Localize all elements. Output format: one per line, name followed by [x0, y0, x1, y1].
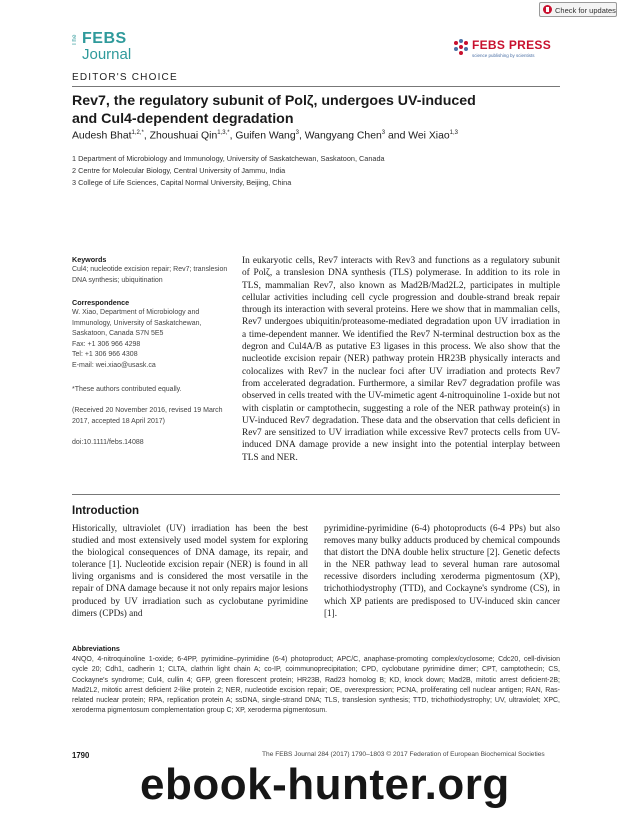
author-name: Wangyang Chen: [304, 130, 382, 142]
footer-citation: The FEBS Journal 284 (2017) 1790–1803 © 2017 Federation of European Biochemical Societies: [262, 751, 545, 758]
press-name: FEBS PRESS: [472, 38, 552, 52]
author-name: Zhoushuai Qin: [149, 130, 218, 142]
doi-link[interactable]: doi:10.1111/febs.14088: [72, 439, 144, 446]
abstract: In eukaryotic cells, Rev7 interacts with Rev3 and functions as a regulatory subunit of Polζ, a translesion DNA synthesis (TLS) polymerase. In addition to its role in TLS, mammalian Rev7, also known as Mad2B/Mad2L2, participates in multiple cellular activities including cell cycle progression and double-strand break repair through its interaction with several proteins. Here we show that in mammalian cells, Rev7 undergoes ubiquitin/proteasome-mediated degradation upon UV irradiation in a time-dependent manner. We identified the Rev7 N-terminal destruction box as the degron and Cul4A/B as putative E3 ligases in this process. We also show that the nucleotide excision repair (NER) pathway protein HR23B physically interacts and colocalizes with Rev7 in the nuclear foci after UV irradiation and protects Rev7 from accelerated degradation. Furthermore, a similar Rev7 degradation profile was observed in cells treated with the UV-mimetic agent 4-nitroquinoline 1-oxide but not with cisplatin or camptothecin, suggesting a role of the NER pathway protein(s) in UV-induced Rev7 degradation. These data and the observation that cells deficient in Rev7 are sensitized to UV irradiation while excessive Rev7 protects cells from UV-induced DNA damage provide a new insight into the potential interplay between TLS and NER.: [242, 256, 560, 463]
author-affiliation: 1,3,*: [217, 130, 230, 136]
febs-press-mark-icon: [452, 38, 470, 56]
author-name: Wei Xiao: [408, 130, 450, 142]
correspondence-line: Saskatoon, Canada S7N 5E5: [72, 330, 164, 337]
press-tagline: science publishing by scientists: [472, 53, 535, 58]
affiliation: 1 Department of Microbiology and Immunology, University of Saskatchewan, Saskatoon, Canada: [72, 154, 385, 163]
keywords-heading: Keywords: [72, 255, 107, 264]
correspondence-line: Tel: +1 306 966 4308: [72, 351, 138, 358]
author-name: Guifen Wang: [235, 130, 296, 142]
author-affiliation: 3: [295, 130, 299, 136]
received-history: (Received 20 November 2016, revised 19 March 2017, accepted 18 April 2017): [72, 407, 223, 425]
affiliation: 3 College of Life Sciences, Capital Normal University, Beijing, China: [72, 178, 292, 187]
abbreviations-heading: Abbreviations: [72, 644, 120, 653]
author-separator: ,: [143, 130, 150, 142]
author-separator: ,: [229, 130, 236, 142]
author-affiliation: 1,3: [449, 130, 458, 136]
author-separator: and: [385, 130, 409, 142]
author-affiliation: 1,2,*: [131, 130, 144, 136]
update-icon: [543, 5, 552, 14]
check-for-updates-label: Check for updates: [555, 6, 616, 15]
logo-journal: Journal: [82, 46, 132, 63]
check-for-updates-button[interactable]: [539, 2, 617, 17]
section-label: EDITOR'S CHOICE: [72, 72, 178, 83]
febs-press-logo: [452, 36, 562, 66]
correspondence-email-link[interactable]: E-mail: wei.xiao@usask.ca: [72, 361, 156, 369]
correspondence-line: W. Xiao, Department of Microbiology and: [72, 309, 200, 316]
keywords-text: Cul4; nucleotide excision repair; Rev7; translesion DNA synthesis; ubiquitination: [72, 266, 228, 284]
introduction-heading: Introduction: [72, 505, 140, 517]
affiliation: 2 Centre for Molecular Biology, Central University of Jammu, India: [72, 166, 286, 175]
correspondence-heading: Correspondence: [72, 298, 130, 307]
equal-contribution-note: *These authors contributed equally.: [72, 386, 182, 393]
febs-journal-logo: [72, 30, 142, 68]
correspondence-text: [72, 308, 232, 371]
introduction-column-left: Historically, ultraviolet (UV) irradiation has been the best studied and most extensively used model system for exploring the biological consequences of DNA damage, its repair, and tolerance [1]. Nucleotide excision repair (NER) is found in all living organisms and is considered the most versatile in the repair of DNA damage because it not only repairs major lesions produced by UV irradiation such as cyclobutane pyrimidine dimers (CPDs) and: [72, 523, 308, 618]
correspondence-line: Fax: +1 306 966 4298: [72, 340, 141, 348]
header-divider: [72, 86, 560, 87]
logo-the: The: [72, 34, 78, 46]
author-list: [72, 130, 572, 141]
watermark: ebook-hunter.org: [140, 760, 510, 809]
title-line-2: and Cul4-dependent degradation: [72, 111, 294, 127]
correspondence-line: Immunology, University of Saskatchewan,: [72, 319, 202, 327]
page-number: 1790: [72, 751, 90, 760]
author-name: Audesh Bhat: [72, 130, 132, 142]
abstract-divider: [72, 494, 560, 495]
logo-febs: FEBS: [82, 30, 127, 47]
introduction-column-right: pyrimidine-pyrimidine (6-4) photoproducts (6-4 PPs) but also removes many bulky adducts produced by chemical compounds that distort the DNA double helix structure [2]. Genetic defects in the NER pathway lead to several human rare autosomal recessive disorders including xeroderma pigmentosum (XP), trichothiodystrophy (TTD), and Cockayne's syndrome (CS), in which XP patients are predisposed to UV-induced skin cancer [1].: [324, 523, 560, 618]
abbreviations-text: 4NQO, 4-nitroquinoline 1-oxide; 6-4PP, pyrimidine–pyrimidine (6-4) photoproduct; APC/C, anaphase-promoting complex/cyclosome; Cdc20, cell-division cycle 20; Cdh1, cadherin 1; CLTA, clathrin light chain A; co-IP, coimmunoprecipitation; CPD, cyclobutane pyrimidine dimer; CPT, camptothecin; CS, Cockayne's syndrome; Cul4, cullin 4; GFP, green florescent protein; HR23B, Rad23 homolog B; KD, knock down; Mad2B, mitotic arrest deficient-2B; Mad2L2, mitotic arrest deficient 2-like protein 2; NER, nucleotide excision repair; OE, overexpression; PCNA, proliferating cell nuclear antigen; RAN, Ras-related nuclear protein; RPA, replication protein A; ssDNA, single-strand DNA; TLS, translesion synthesis; TTD, trichothiodystrophy; UV, ultraviolet; XPC, xeroderma pigmentosum complementation group C; XP, xeroderma pigmentosum.: [72, 656, 560, 715]
title-line-1: Rev7, the regulatory subunit of Polζ, undergoes UV-induced: [72, 93, 476, 109]
article-title: [72, 92, 572, 128]
author-affiliation: 3: [381, 130, 386, 136]
author-separator: ,: [298, 130, 305, 142]
